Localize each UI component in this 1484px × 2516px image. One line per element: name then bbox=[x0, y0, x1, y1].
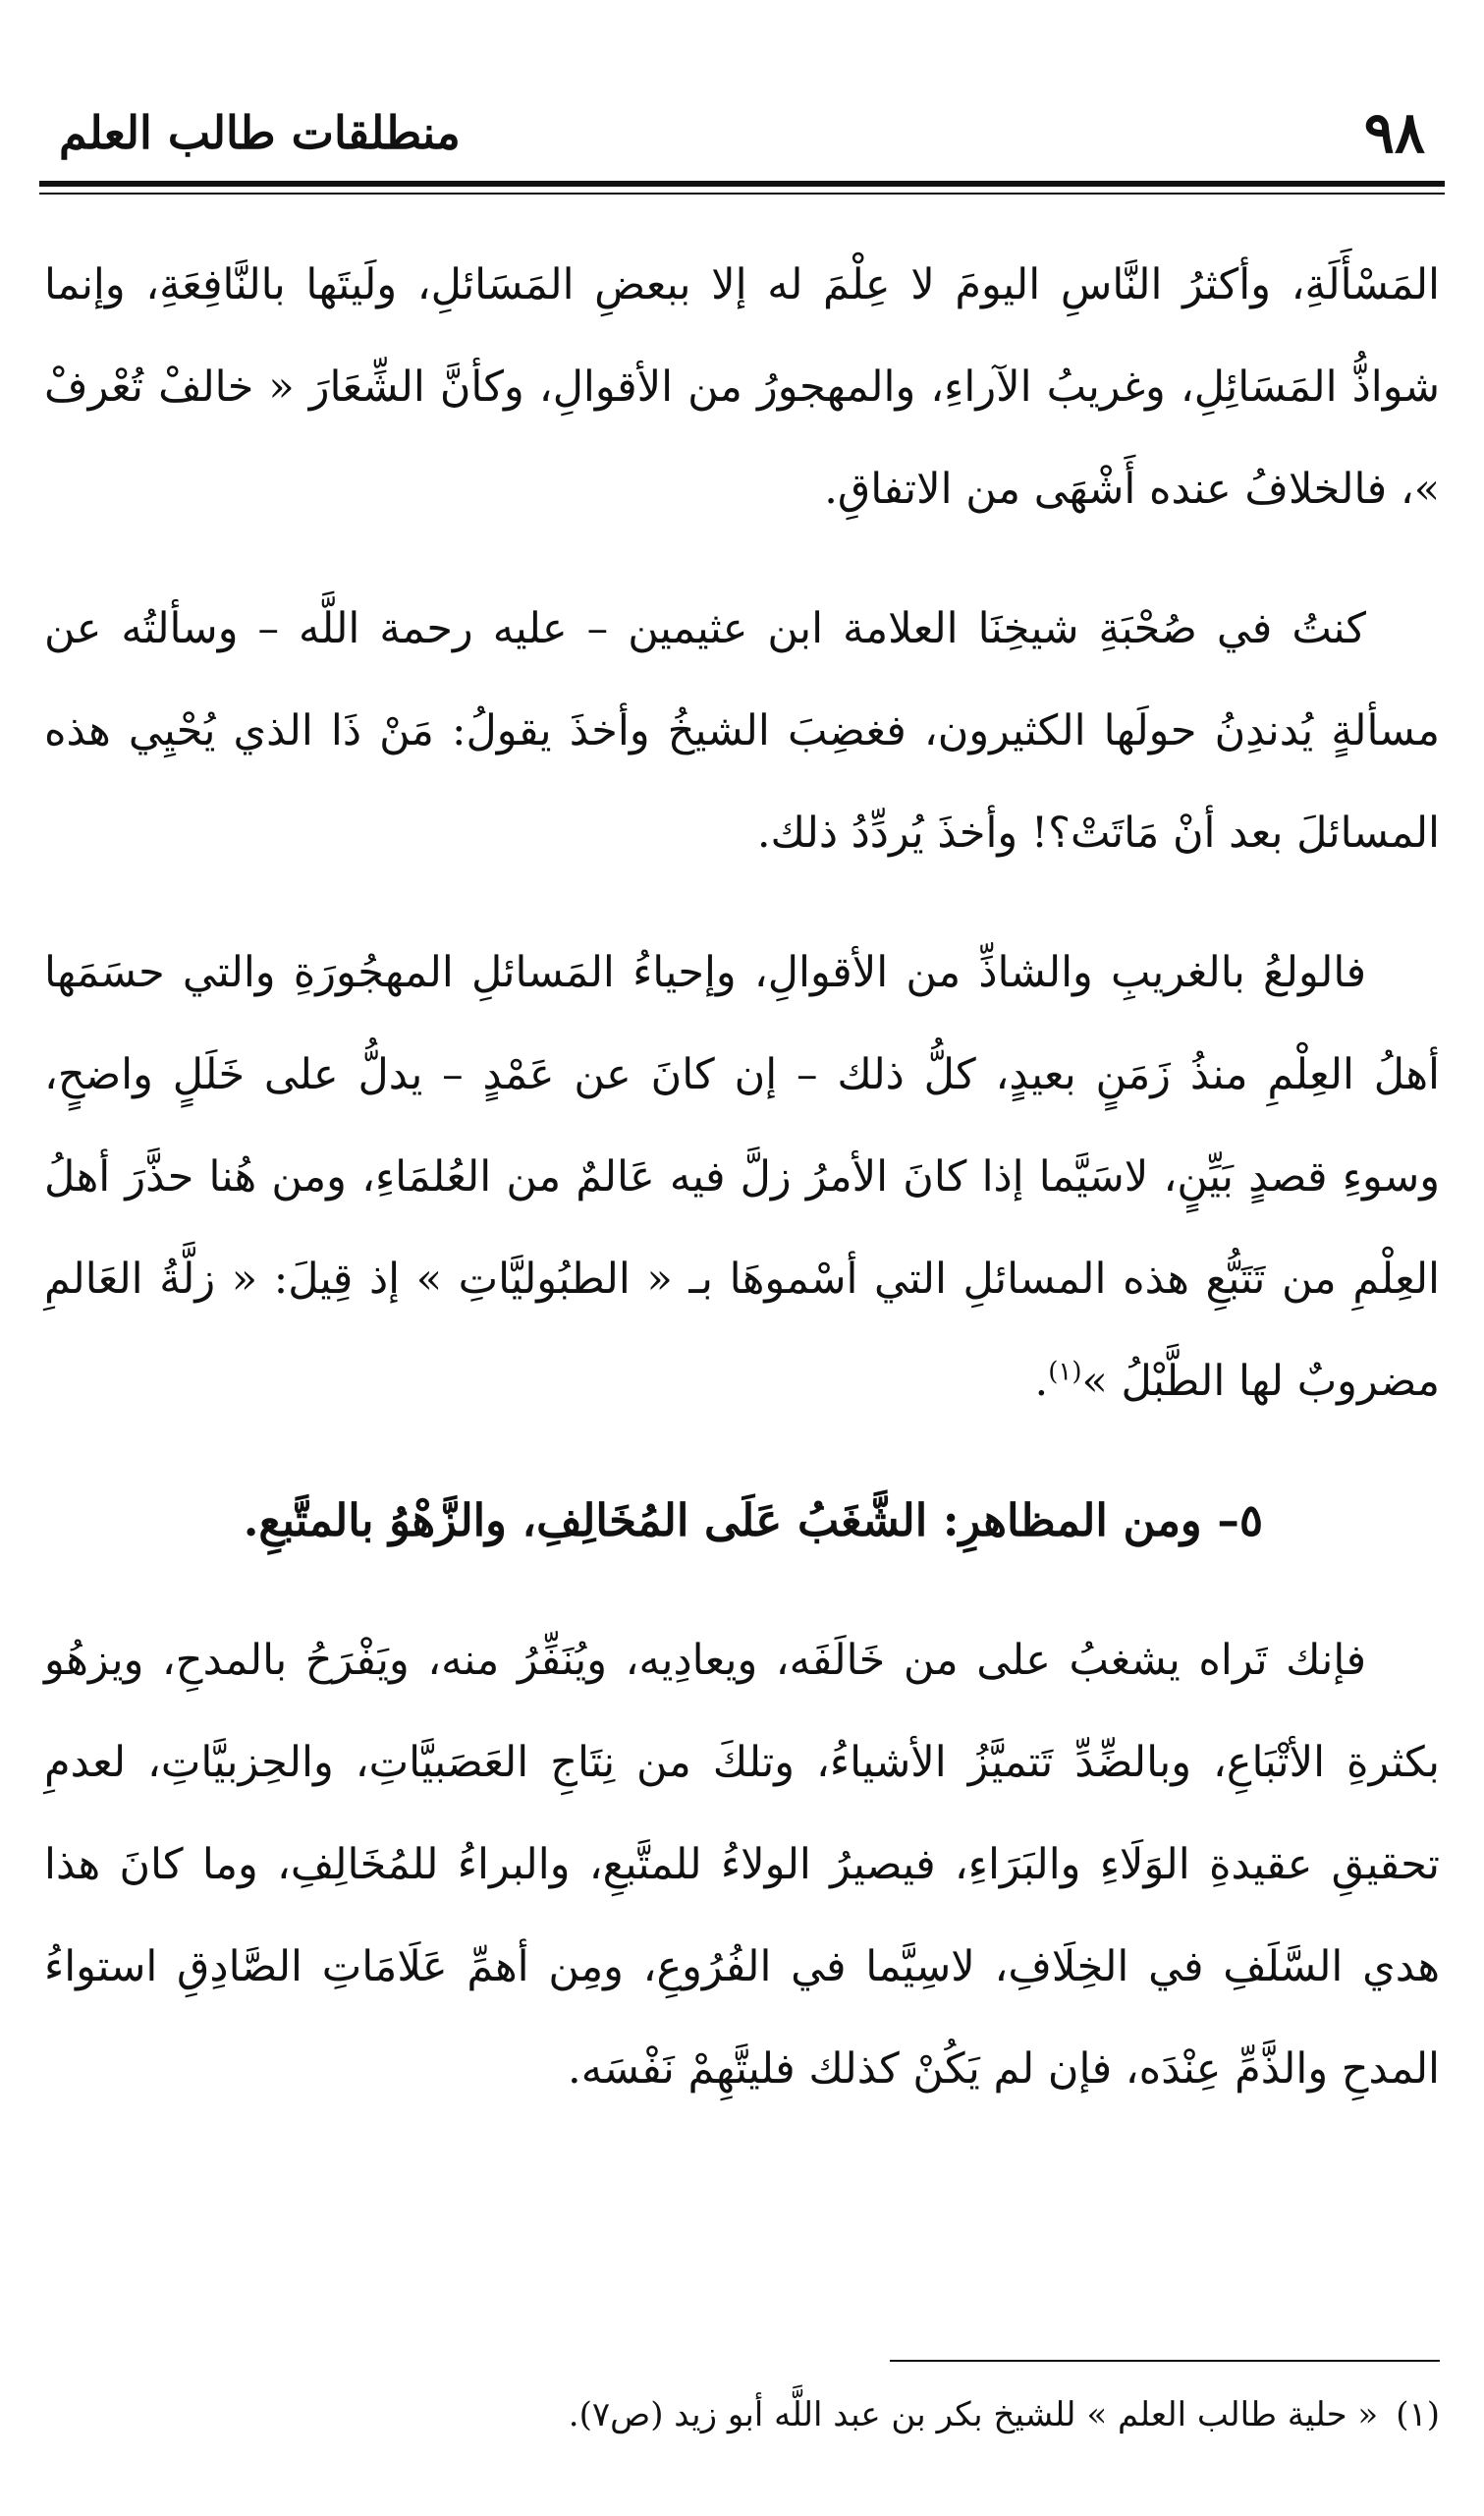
paragraph-3-text: فالولعُ بالغريبِ والشاذِّ من الأقوالِ، وإحياءُ المَسائلِ المهجُورَةِ والتي حسَمَها أهلُ العِلْمِ منذُ زَمَنٍ بعيدٍ، كلُّ ذلك – إن كانَ عن عَمْدٍ – يدلُّ على خَلَلٍ واضحٍ، وسوءِ قصدٍ بَيِّنٍ، لاسَيَّما إذا كانَ الأمرُ زلَّ فيه عَالمٌ من العُلمَاءِ، ومن هُنا حذَّرَ أهلُ العِلْمِ من تَتَبُّعِ هذه المسائلِ التي أسْموهَا بـ « الطبُوليَّاتِ » إذ قِيلَ: « زلَّةُ العَالمِ مضروبٌ لها الطَّبْلُ » bbox=[44, 948, 1440, 1406]
paragraph-3 bbox=[44, 922, 1440, 1432]
section-heading: ٥– ومن المظاهرِ: الشَّغَبُ عَلَى المُخَالِفِ، والزَّهْوُ بالمتَّبعِ. bbox=[243, 1494, 1263, 1546]
body-text bbox=[44, 234, 1440, 2157]
footnote-rule bbox=[890, 2360, 1440, 2362]
paragraph-2: كنتُ في صُحْبَةِ شيخِنَا العلامة ابن عثيمين – عليه رحمة اللَّه – وسألتُه عن مسألةٍ يُدندِنُ حولَها الكثيرون، فغضِبَ الشيخُ وأخذَ يقولُ: مَنْ ذَا الذي يُحْيِي هذه المسائلَ بعد أنْ مَاتَتْ؟! وأخذَ يُردِّدُ ذلك. bbox=[44, 604, 1440, 858]
paragraph-3-end: . bbox=[1034, 1357, 1049, 1406]
footnote-number: (١) bbox=[1396, 2395, 1440, 2434]
footnote bbox=[44, 2385, 1440, 2444]
paragraph-4: فإنك تَراه يشغبُ على من خَالَفَه، ويعادِيه، ويُنَفِّرُ منه، ويَفْرَحُ بالمدحِ، ويزهُو بكثرةِ الأتْبَاعِ، وبالضِّدِّ تَتميَّزُ الأشياءُ، وتلكَ من نِتَاجِ العَصَبيَّاتِ، والحِزبيَّاتِ، لعدمِ تحقيقِ عقيدةِ الوَلَاءِ والبَرَاءِ، فيصيرُ الولاءُ للمتَّبعِ، والبراءُ للمُخَالِفِ، وما كانَ هذا هدي السَّلَفِ في الخِلَافِ، لاسِيَّما في الفُرُوعِ، ومِن أهمِّ عَلَامَاتِ الصَّادِقِ استواءُ المدحِ والذَّمِّ عِنْدَه، فإن لم يَكُنْ كذلك فليتَّهِمْ نَفْسَه. bbox=[44, 1636, 1440, 2094]
footnote-reference: (١) bbox=[1048, 1357, 1082, 1387]
book-title: منطلقات طالب العلم bbox=[59, 106, 461, 159]
paragraph-1: المَسْأَلَةِ، وأكثرُ النَّاسِ اليومَ لا عِلْمَ له إلا ببعضِ المَسَائلِ، ولَيتَها بالنَّافِعَةِ، وإنما شواذُّ المَسَائِلِ، وغريبُ الآراءِ، والمهجورُ من الأقوالِ، وكأنَّ الشِّعَارَ « خالفْ تُعْرفْ »، فالخلافُ عنده أَشْهَى من الاتفاقِ. bbox=[44, 260, 1440, 514]
header-rule-thin bbox=[39, 193, 1445, 195]
running-head bbox=[39, 93, 1445, 172]
header-rule-thick bbox=[39, 181, 1445, 187]
page-number: ٩٨ bbox=[1363, 99, 1425, 166]
footnote-text: « حلية طالب العلم » للشيخ بكر بن عبد اللَّه أبو زيد (ص٧). bbox=[568, 2395, 1379, 2434]
